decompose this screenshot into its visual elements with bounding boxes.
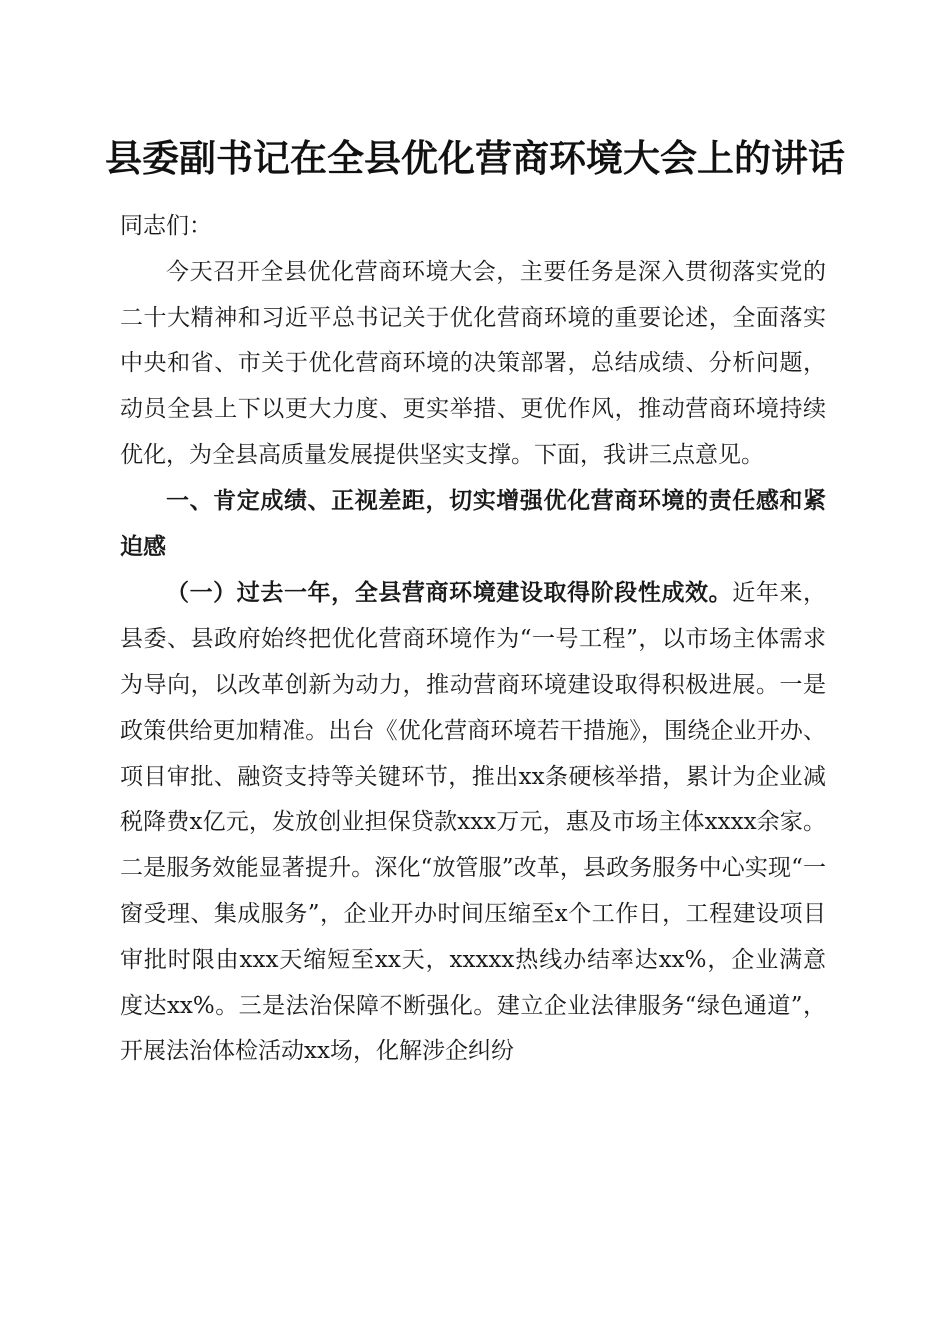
section-1-1-paragraph bbox=[120, 570, 826, 1075]
document-body bbox=[120, 204, 826, 1075]
intro-paragraph: 今天召开全县优化营商环境大会，主要任务是深入贯彻落实党的二十大精神和习近平总书记关于优化营商环境的重要论述，全面落实中央和省、市关于优化营商环境的决策部署，总结成绩、分析问题，动员全县上下以更大力度、更实举措、更优作风，推动营商环境持续优化，为全县高质量发展提供坚实支撑。下面，我讲三点意见。 bbox=[120, 258, 826, 468]
subsection-lead: （一）过去一年，全县营商环境建设取得阶段性成效。 bbox=[166, 579, 733, 607]
salutation: 同志们： bbox=[120, 213, 212, 239]
section-heading-1: 一、肯定成绩、正视差距，切实增强优化营商环境的责任感和紧迫感 bbox=[120, 487, 826, 560]
subsection-body: 近年来，县委、县政府始终把优化营商环境作为“一号工程”，以市场主体需求为导向，以改革创新为动力，推动营商环境建设取得积极进展。一是政策供给更加精准。出台《优化营商环境若干措施》，围绕企业开办、项目审批、融资支持等关键环节，推出xx条硬核举措，累计为企业减税降费x亿元，发放创业担保贷款xxx万元，惠及市场主体xxxx余家。二是服务效能显著提升。深化“放管服”改革，县政务服务中心实现“一窗受理、集成服务”，企业开办时间压缩至x个工作日，工程建设项目审批时限由xxx天缩短至xx天，xxxxx热线办结率达xx%，企业满意度达xx%。三是法治保障不断强化。建立企业法律服务“绿色通道”，开展法治体检活动xx场，化解涉企纠纷 bbox=[120, 580, 827, 1065]
document-title: 县委副书记在全县优化营商环境大会上的讲话 bbox=[105, 136, 845, 180]
